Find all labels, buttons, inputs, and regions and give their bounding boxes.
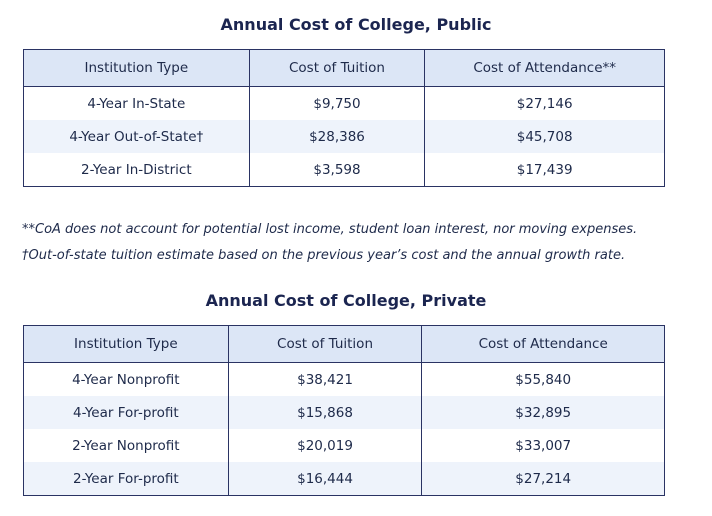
public-table-title: Annual Cost of College, Public xyxy=(220,15,492,34)
table-row xyxy=(24,87,665,121)
public-cost-table xyxy=(23,49,665,187)
table-row xyxy=(24,120,665,153)
private-cost-table xyxy=(23,325,665,496)
table-header-row xyxy=(24,50,665,87)
tuition-cell: $9,750 xyxy=(249,87,425,121)
attendance-cell: $32,895 xyxy=(422,396,665,429)
private-table-title: Annual Cost of College, Private xyxy=(205,291,487,310)
institution-type-cell: 4-Year For-profit xyxy=(24,396,229,429)
institution-type-cell: 2-Year In-District xyxy=(24,153,250,187)
table-row xyxy=(24,462,665,496)
column-header-cost-of-tuition: Cost of Tuition xyxy=(249,50,425,87)
attendance-cell: $27,146 xyxy=(425,87,665,121)
column-header-institution-type: Institution Type xyxy=(24,326,229,363)
column-header-cost-of-attendance: Cost of Attendance** xyxy=(425,50,665,87)
tuition-cell: $16,444 xyxy=(228,462,422,496)
table-row xyxy=(24,429,665,462)
tuition-cell: $15,868 xyxy=(228,396,422,429)
table-row xyxy=(24,153,665,187)
tuition-cell: $38,421 xyxy=(228,363,422,397)
institution-type-cell: 4-Year Out-of-State† xyxy=(24,120,250,153)
footnote-out-of-state: †Out-of-state tuition estimate based on the previous year’s cost and the annual growth rate. xyxy=(22,248,626,263)
institution-type-cell: 2-Year For-profit xyxy=(24,462,229,496)
tuition-cell: $28,386 xyxy=(249,120,425,153)
footnote-coa: **CoA does not account for potential lost income, student loan interest, nor moving expenses. xyxy=(22,222,638,237)
attendance-cell: $45,708 xyxy=(425,120,665,153)
institution-type-cell: 4-Year Nonprofit xyxy=(24,363,229,397)
tuition-cell: $20,019 xyxy=(228,429,422,462)
attendance-cell: $33,007 xyxy=(422,429,665,462)
attendance-cell: $17,439 xyxy=(425,153,665,187)
column-header-cost-of-tuition: Cost of Tuition xyxy=(228,326,422,363)
table-header-row xyxy=(24,326,665,363)
column-header-institution-type: Institution Type xyxy=(24,50,250,87)
table-row xyxy=(24,363,665,397)
tuition-cell: $3,598 xyxy=(249,153,425,187)
table-row xyxy=(24,396,665,429)
attendance-cell: $55,840 xyxy=(422,363,665,397)
attendance-cell: $27,214 xyxy=(422,462,665,496)
column-header-cost-of-attendance: Cost of Attendance xyxy=(422,326,665,363)
institution-type-cell: 2-Year Nonprofit xyxy=(24,429,229,462)
institution-type-cell: 4-Year In-State xyxy=(24,87,250,121)
